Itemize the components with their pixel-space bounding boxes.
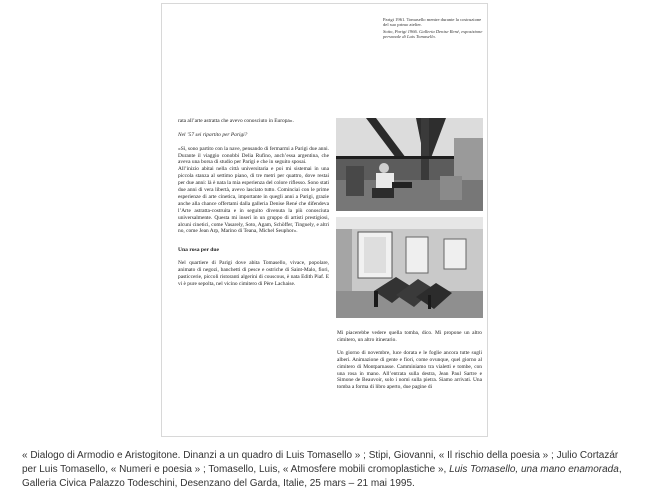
photo-artist-in-atelier <box>336 118 483 211</box>
paragraph: rata all’arte astratta che avevo conosciuto in Europa». <box>178 118 294 124</box>
paragraph: Nel quartiere di Parigi dove abita Tomasello, vivace, popolare, animato di negozi, banchetti di pesce e ostriche di Saint-Malo, fiori, pasticcerie, piccoli ristoranti algerini di couscous, è nata Edith Piaf. E vi è pure sepolta, nel vicino cimitero di Père Lachaise. <box>178 260 329 287</box>
paragraph: All’inizio abitai nella città universitaria e poi mi sistemai in una piccola stanza al settimo piano, di tre metri per quattro, dove restai per due anni: là è nata la mia esperienza del colore riflesso. Sono stati due anni di vera libertà, avevo lasciato tutto. Cominciai con le prime esperienze di arte cinetica, importante in quegli anni a Parigi, grazie anche alla chance offertami dalla galleria Denise René che difendeva l’Arte astratta-costruita e in seguito divenuta la più conosciuta universalmente. Questa mi inserì in un gruppo di artisti prestigiosi, alcuni cinetici, come Vasarely, Soto, Agam, Schöffer, Tinguely, e altri no, come Jean Arp, Marino di Teana, Michel Seuphor». <box>178 166 329 235</box>
scanned-book-page <box>161 3 488 437</box>
photo-caption-line-2: Sotto, Parigi 1966. Galleria Denise René, esposizione personale di Luis Tomasello. <box>383 28 483 39</box>
interview-question: Nel ’57 sei ripartito per Parigi? <box>178 131 248 138</box>
caption-title-italic: Luis Tomasello, una mano enamorada <box>449 464 619 475</box>
caption-text: « Dialogo di Armodio e Aristogitone. Dinanzi a un quadro di Luis Tomasello » ; Stipi, Giovanni, « Il rischio della poesia » ; Julio Cortazár per Luis Tomasello, « Numeri e poesia » ; Tomasello, Luis, « Atmosfere mobili cromoplastiche », <box>22 450 619 475</box>
paragraph: Un giorno di novembre, luce dorata e le foglie ancora tutte sugli alberi. Animazione di gente e fiori, come ovunque, quel giorno al cimitero di Montparnasse. Camminiamo tra vialetti e tombe, con una rosa in mano. All’entrata sulla destra, Jean Paul Sartre e Simone de Beauvoir, solo i nomi sulla pietra. Siamo arrivati. Una tomba a forma di libro aperto, due pagine di <box>337 349 482 391</box>
section-heading: Una rosa per due <box>178 247 219 254</box>
text-column-left <box>178 118 329 288</box>
photo-gallery-exhibition <box>336 217 483 318</box>
photo-caption-line-1: Parigi 1961. Tomasello mentre durante la costruzione del suo primo atelier. <box>383 17 482 28</box>
photo-caption-top <box>383 17 483 40</box>
caption-text-end: , Galleria Civica Palazzo Todeschini, Desenzano del Garda, Italie, 25 mars – 21 mai 1995. <box>22 464 622 489</box>
paragraph: Mi piacerebbe vedere quella tomba, dico. Mi propone un altro cimitero, un altro itinerario. <box>337 330 482 343</box>
bibliographic-caption <box>22 449 634 491</box>
paragraph: «Sì, sono partito con la nave, pensando di fermarmi a Parigi due anni. Durante il viaggio conobbi Delia Rufino, anch’essa argentina, che aveva una borsa di studio per Parigi e che in seguito sposai. <box>178 145 329 166</box>
text-column-right <box>337 330 482 391</box>
